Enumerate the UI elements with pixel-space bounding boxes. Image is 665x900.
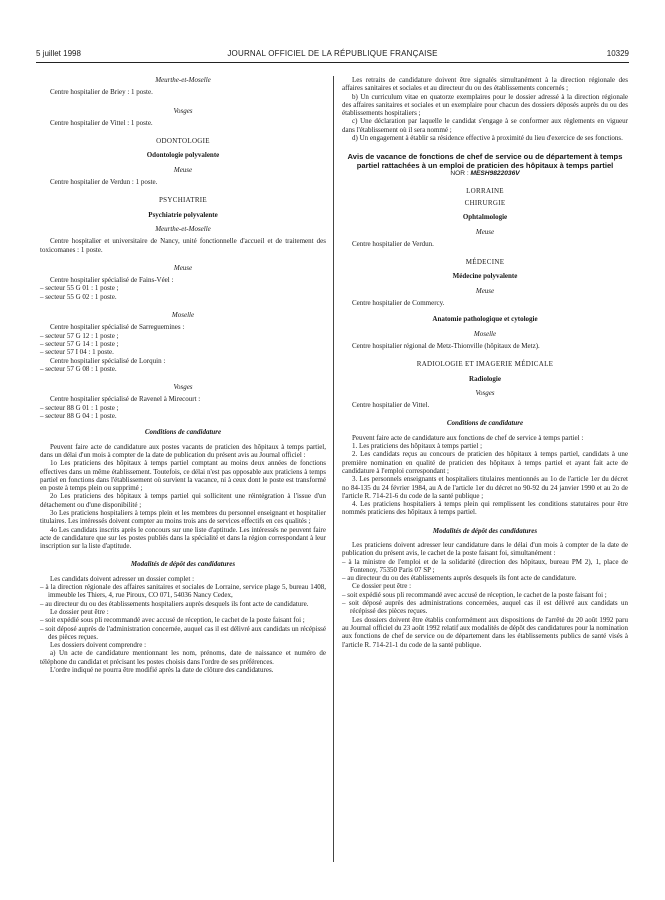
- section-heading: Conditions de candidature: [144, 428, 222, 437]
- paragraph: 3. Les personnels enseignants et hospitaliers titulaires mentionnés au 1o de l'article 1er du décret no 84-135 du 24 février 1984, au A de l'article 1er du décret no 90-92 du 24 janvier 1990 et au 2o de l'article R. 714-21-6 du code de la santé publique ;: [342, 475, 628, 500]
- list-item: – soit expédié sous pli recommandé avec accusé de réception, le cachet de la poste faisant foi ;: [342, 590, 607, 599]
- post-entry: Centre hospitalier de Verdun.: [352, 239, 434, 248]
- paragraph: a) Un acte de candidature mentionnant les nom, prénoms, date de naissance et numéro de téléphone du candidat et précisant les postes choisis dans l'ordre de ses préférences.: [40, 649, 326, 666]
- paragraph: b) Un curriculum vitae en quatorze exemplaires pour le dossier adressé à la direction régionale des affaires sanitaires et sociales et un exemplaire pour chacun des dossiers déposés auprès du ou des établissements hospitaliers ;: [342, 92, 628, 118]
- section-heading: Modalités de dépôt des candidatures: [130, 560, 236, 569]
- section-heading: Modalités de dépôt des candidatures: [432, 526, 538, 535]
- paragraph: Les dossiers doivent comprendre :: [50, 641, 147, 650]
- paragraph: 4. Les praticiens hospitaliers à temps plein qui remplissent les conditions statutaires pour être nommés praticiens des hôpitaux à temps partiel.: [342, 500, 628, 517]
- region-heading: Meuse: [173, 263, 193, 272]
- region-heading: Meurthe-et-Moselle: [155, 224, 211, 233]
- paragraph: Les dossiers doivent être établis conformément aux dispositions de l'arrêté du 20 août 1992 paru au Journal officiel du 23 août 1992 relatif aux modalités de dépôt des candidatures pour la nomination aux fonctions de chef de service ou de département dans les établissements publics de santé visés à l'article R. 714-21-1 du code de la santé publique.: [342, 615, 629, 649]
- sector-entry: – secteur 57 G 14 : 1 poste ;: [40, 339, 119, 348]
- post-entry: Centre hospitalier de Verdun : 1 poste.: [50, 178, 158, 187]
- recipient-list: [40, 583, 326, 608]
- sector-entry: – secteur 55 G 01 : 1 poste ;: [40, 284, 119, 293]
- paragraph: Le dossier peut être :: [50, 607, 109, 616]
- specialty-heading: Radiologie: [469, 374, 501, 383]
- delivery-list: [342, 591, 628, 616]
- paragraph: Peuvent faire acte de candidature aux postes vacants de praticien des hôpitaux à temps partiel, dans un délai d'un mois à compter de la date de publication du présent avis au Journal officiel :: [40, 442, 326, 459]
- region-heading: Meurthe-et-Moselle: [155, 76, 211, 84]
- list-item: – soit déposé auprès de l'administration concernée, auquel cas il est délivré aux candidats un récépissé des pièces reçues.: [40, 624, 326, 641]
- discipline-heading: RADIOLOGIE ET IMAGERIE MÉDICALE: [416, 360, 554, 369]
- right-column: [342, 76, 628, 649]
- post-entry: Centre hospitalier spécialisé de Lorquin :: [50, 356, 166, 365]
- paragraph: 4o Les candidats inscrits après le concours sur une liste d'aptitude. Les intéressés ne peuvent faire acte de candidature que sur les postes publiés dans la spécialité et dans la région correspondant à leur inscription sur la liste d'aptitude.: [40, 525, 326, 551]
- delivery-list: [40, 616, 326, 641]
- region-title: LORRAINE: [466, 186, 504, 195]
- page-header: [36, 48, 629, 63]
- paragraph: 1. Les praticiens des hôpitaux à temps partiel ;: [352, 442, 483, 451]
- paragraph: 2. Les candidats reçus au concours de praticien des hôpitaux à temps partiel, candidats à une première nomination en qualité de praticien des hôpitaux à temps partiel et ayant fait acte de candidature à l'emploi correspondant ;: [342, 450, 628, 475]
- nor-label: NOR :: [450, 170, 471, 178]
- notice-title: Avis de vacance de fonctions de chef de service ou de département à temps partiel rattachées à un emploi de praticien des hôpitaux à temps partiel: [347, 152, 623, 171]
- paragraph: 2o Les praticiens des hôpitaux à temps partiel qui sollicitent une réintégration à l'issue d'un détachement ou d'une disponibilité ;: [40, 492, 326, 509]
- list-item: – à la ministre de l'emploi et de la solidarité (direction des hôpitaux, bureau PM 2), 1, place de Fontenoy, 75350 Paris 07 SP ;: [342, 557, 628, 574]
- paragraph: d) Un engagement à établir sa résidence effective à proximité du lieu d'exercice de ses fonctions.: [352, 134, 623, 143]
- specialty-heading: Anatomie pathologique et cytologie: [432, 315, 538, 324]
- department-heading: Meuse: [475, 227, 495, 236]
- sector-entry: – secteur 55 G 02 : 1 poste.: [40, 292, 117, 301]
- specialty-heading: Médecine polyvalente: [452, 272, 518, 281]
- nor-reference: [342, 170, 628, 178]
- list-item: – à la direction régionale des affaires sanitaires et sociales de Lorraine, service plage 5, bureau 1408, immeuble les Thiers, 4, rue Piroux, CO 071, 54036 Nancy Cedex,: [40, 583, 326, 600]
- post-entry: Centre hospitalier de Briey : 1 poste.: [50, 88, 153, 97]
- discipline-heading: PSYCHIATRIE: [158, 196, 208, 205]
- paragraph: Les candidats doivent adresser un dossier complet :: [50, 574, 195, 583]
- post-entry: Centre hospitalier de Commercy.: [352, 299, 445, 308]
- paragraph: 1o Les praticiens des hôpitaux à temps partiel comptant au moins deux années de fonctions effectives dans un même établissement. Toutefois, ce délai n'est pas opposable aux praticiens à temps partiel en fonctions dans l'établissement où survient la vacance, ni à ceux dont le poste est transformé en poste à temps plein ou supprimé ;: [40, 459, 326, 493]
- list-item: – au directeur du ou des établissements hospitaliers auprès desquels ils font acte de candidature.: [40, 599, 309, 608]
- post-entry: Centre hospitalier spécialisé de Ravenel à Mirecourt :: [50, 395, 201, 404]
- department-heading: Meuse: [475, 286, 495, 295]
- specialty-heading: Ophtalmologie: [462, 213, 508, 222]
- header-date: 5 juillet 1998: [36, 49, 81, 58]
- header-page-number: 10329: [606, 49, 629, 58]
- sector-entry: – secteur 88 G 01 : 1 poste ;: [40, 403, 119, 412]
- sector-entry: – secteur 57 G 08 : 1 poste.: [40, 364, 117, 373]
- specialty-heading: Odontologie polyvalente: [146, 151, 220, 160]
- post-entry: Centre hospitalier de Vittel : 1 poste.: [50, 118, 153, 127]
- region-heading: Meuse: [173, 165, 193, 174]
- post-entry: Centre hospitalier spécialisé de Fains-Véel :: [50, 276, 174, 285]
- left-column: [40, 76, 326, 674]
- post-entry: Centre hospitalier de Vittel.: [352, 401, 430, 410]
- nor-code: MESH9822036V: [470, 170, 520, 178]
- post-entry: Centre hospitalier et universitaire de Nancy, unité fonctionnelle d'accueil et de traitement des toxicomanes : 1 poste.: [40, 237, 326, 254]
- department-heading: Vosges: [475, 388, 495, 397]
- discipline-heading: MÉDECINE: [465, 258, 505, 267]
- sector-entry: – secteur 57 G 12 : 1 poste ;: [40, 331, 119, 340]
- section-heading: Conditions de candidature: [446, 419, 524, 428]
- recipient-list: [342, 558, 628, 583]
- list-item: – soit expédié sous pli recommandé avec accusé de réception, le cachet de la poste faisant foi ;: [40, 616, 305, 625]
- paragraph: L'ordre indiqué ne pourra être modifié après la date de clôture des candidatures.: [50, 666, 274, 675]
- list-item: – soit déposé auprès des administrations concernées, auquel cas il est délivré aux candidats un récépissé des pièces reçues.: [342, 599, 628, 616]
- specialty-heading: Psychiatrie polyvalente: [148, 210, 218, 219]
- paragraph: Ce dossier peut être :: [352, 582, 412, 591]
- post-entry: Centre hospitalier spécialisé de Sarreguemines :: [50, 323, 185, 332]
- paragraph: 3o Les praticiens hospitaliers à temps plein et les membres du personnel enseignant et hospitalier titulaires. Les intéressés doivent compter au moins trois ans de services effectifs en ces qualités ;: [40, 508, 326, 526]
- paragraph: Peuvent faire acte de candidature aux fonctions de chef de service à temps partiel :: [352, 433, 584, 442]
- region-heading: Moselle: [171, 311, 195, 320]
- sector-entry: – secteur 57 I 04 : 1 poste.: [40, 348, 114, 357]
- paragraph: c) Une déclaration par laquelle le candidat s'engage à se conformer aux règlements en vigueur dans l'établissement où il sera nommé ;: [342, 117, 628, 134]
- column-divider: [333, 76, 334, 862]
- discipline-heading: ODONTOLOGIE: [156, 137, 210, 146]
- list-item: – au directeur du ou des établissements auprès desquels ils font acte de candidature.: [342, 574, 577, 583]
- department-heading: Moselle: [473, 329, 497, 338]
- discipline-heading: CHIRURGIE: [464, 198, 506, 207]
- region-heading: Vosges: [173, 383, 193, 392]
- sector-entry: – secteur 88 G 04 : 1 poste.: [40, 412, 117, 421]
- paragraph: Les retraits de candidature doivent être signalés simultanément à la direction régionale des affaires sanitaires et sociales et au directeur du ou des établissements concernés ;: [342, 76, 628, 93]
- post-entry: Centre hospitalier régional de Metz-Thionville (hôpitaux de Metz).: [352, 341, 540, 350]
- region-heading: Vosges: [173, 106, 193, 115]
- paragraph: Les praticiens doivent adresser leur candidature dans le délai d'un mois à compter de la date de publication du présent avis, le cachet de la poste faisant foi, simultanément :: [342, 540, 628, 558]
- header-journal-title: JOURNAL OFFICIEL DE LA RÉPUBLIQUE FRANÇAISE: [227, 49, 438, 58]
